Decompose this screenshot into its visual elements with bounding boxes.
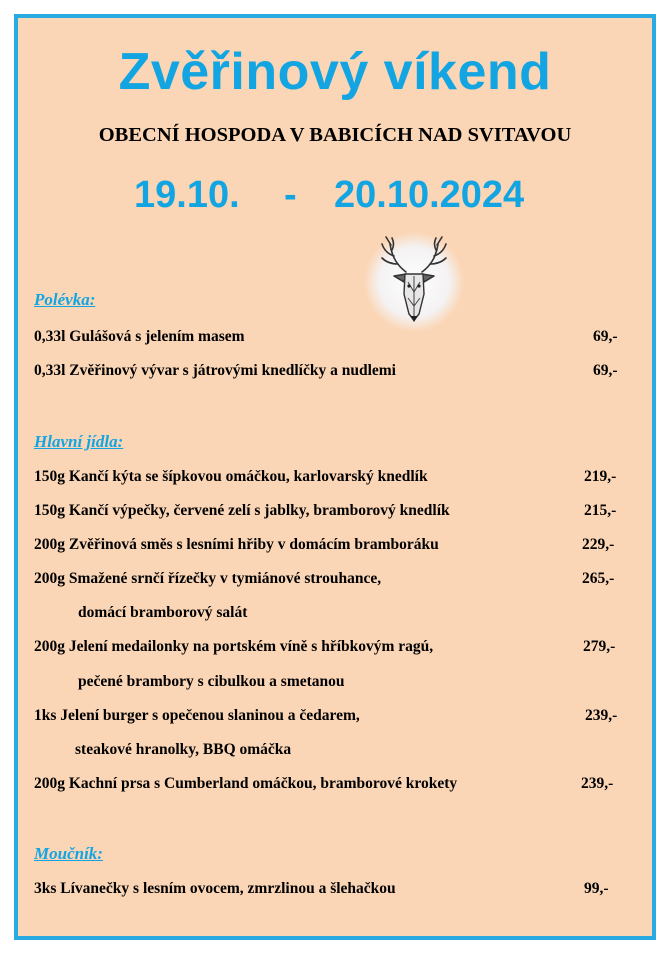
list-item: 200g Jelení medailonky na portském víně s hříbkovým ragú,: [34, 638, 434, 655]
item-price: 99,-: [584, 880, 609, 897]
list-item: 150g Kančí výpečky, červené zelí s jablky, bramborový knedlík: [34, 502, 450, 519]
item-price: 239,-: [581, 775, 614, 792]
list-item: 200g Smažené srnčí řízečky v tymiánové strouhance,: [34, 570, 382, 587]
list-item-continuation: pečené brambory s cibulkou a smetanou: [78, 673, 345, 690]
item-price: 69,-: [593, 362, 618, 379]
list-item: 0,33l Zvěřinový vývar s játrovými knedlíčky a nudlemi: [34, 362, 396, 379]
list-item: 0,33l Gulášová s jelením masem: [34, 328, 245, 345]
date-separator: -: [284, 174, 297, 216]
list-item: 200g Kachní prsa s Cumberland omáčkou, bramborové krokety: [34, 775, 458, 792]
list-item: 1ks Jelení burger s opečenou slaninou a čedarem,: [34, 707, 360, 724]
stag-head-icon: [364, 232, 464, 332]
item-price: 69,-: [593, 328, 618, 345]
page-title: Zvěřinový víkend: [118, 43, 552, 101]
date-to: 20.10.2024: [334, 174, 525, 216]
item-price: 219,-: [584, 468, 617, 485]
list-item-continuation: domácí bramborový salát: [78, 604, 248, 621]
item-price: 229,-: [582, 536, 615, 553]
list-item: 150g Kančí kýta se šípkovou omáčkou, karlovarský knedlík: [34, 468, 428, 485]
section-heading-soups: Polévka:: [34, 290, 96, 309]
item-price: 279,-: [583, 638, 616, 655]
menu-sheet: [14, 14, 656, 940]
date-from: 19.10.: [134, 174, 240, 216]
item-price: 239,-: [585, 707, 618, 724]
item-price: 215,-: [584, 502, 617, 519]
section-heading-dessert: Moučník:: [34, 844, 103, 863]
list-item-continuation: steakové hranolky, BBQ omáčka: [75, 741, 292, 758]
list-item: 3ks Lívanečky s lesním ovocem, zmrzlinou a šlehačkou: [34, 880, 396, 897]
event-dates: [18, 174, 652, 224]
section-heading-mains: Hlavní jídla:: [34, 432, 124, 451]
venue-name: OBECNÍ HOSPODA V BABICÍCH NAD SVITAVOU: [98, 124, 572, 146]
list-item: 200g Zvěřinová směs s lesními hřiby v domácím bramboráku: [34, 536, 439, 553]
item-price: 265,-: [582, 570, 615, 587]
